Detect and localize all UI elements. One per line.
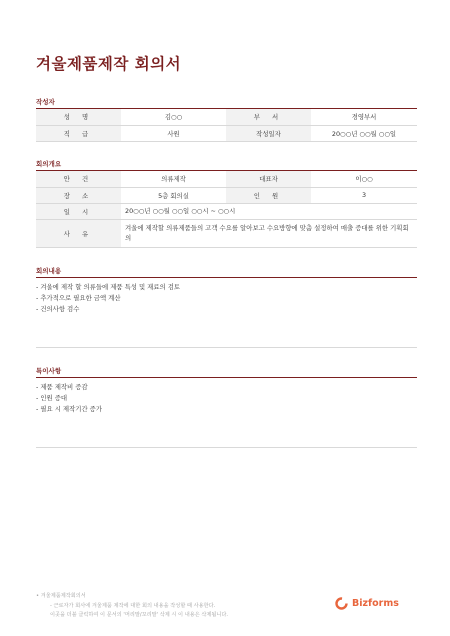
notes-list [36, 378, 417, 415]
reason-value: 겨울에 제작할 의류제품들의 고객 수요를 알아보고 수요방향에 맞춤 설정하여 매출 증대를 위한 기획회의 [121, 219, 417, 247]
attendees-label: 인 원 [226, 187, 311, 203]
list-item: - 제품 제작비 증감 [36, 383, 88, 391]
representative-label: 대표자 [226, 171, 311, 187]
document-title: 겨울제품제작 회의서 [36, 55, 182, 73]
representative-value: 이○○ [311, 171, 417, 187]
list-item: - 인원 증대 [36, 394, 68, 402]
place-label: 장 소 [36, 187, 121, 203]
notes-box [36, 378, 417, 448]
list-item: - 건의사항 검수 [36, 305, 80, 313]
content-list [36, 278, 417, 315]
brand-logo [335, 597, 399, 610]
department-label: 부 서 [226, 109, 311, 125]
topic-label: 안 건 [36, 171, 121, 187]
name-label: 성 명 [36, 109, 121, 125]
section-label-content: 회의내용 [36, 267, 62, 275]
footer-note [36, 592, 228, 621]
footer-line: 이곳을 더블 클릭하여 이 문서의 '머리말/꼬리말' 삭제 시 이 내용은 삭제됩니다. [50, 612, 229, 618]
list-item: - 추가적으로 필요한 금액 계산 [36, 294, 121, 302]
bizforms-logo-icon [335, 597, 348, 610]
topic-value: 의류제작 [121, 171, 226, 187]
rank-label: 직 급 [36, 125, 121, 141]
footer-line: • 겨울제품제작회의서 [36, 593, 86, 599]
table-row [36, 203, 417, 219]
table-row [36, 219, 417, 247]
section-label-overview: 회의개요 [36, 160, 62, 168]
datetime-value: 20○○년 ○○월 ○○일 ○○시 ~ ○○시 [121, 203, 417, 219]
attendees-value: 3 [311, 187, 417, 203]
name-value: 김○○ [121, 109, 226, 125]
footer-line: - 근로자가 회사에 겨울제품 제작에 대한 회의 내용을 작성할 때 사용한다. [50, 602, 216, 609]
date-written-label: 작성일자 [226, 125, 311, 141]
date-written-value: 20○○년 ○○월 ○○일 [311, 125, 417, 141]
table-row [36, 125, 417, 141]
department-value: 경영부서 [311, 109, 417, 125]
brand-name: Bizforms [352, 598, 399, 609]
reason-label: 사 유 [36, 219, 121, 247]
list-item: - 필요 시 제작기간 증가 [36, 405, 102, 413]
section-label-notes: 특이사항 [36, 367, 62, 375]
place-value: 5층 회의실 [121, 187, 226, 203]
content-box [36, 278, 417, 348]
author-table [36, 109, 417, 142]
rank-value: 사원 [121, 125, 226, 141]
section-label-author: 작성자 [36, 98, 55, 106]
table-row [36, 171, 417, 187]
table-row [36, 187, 417, 203]
overview-table [36, 171, 417, 248]
list-item: - 겨울에 제작 할 의류들에 제품 특성 및 재료의 검토 [36, 283, 181, 291]
table-row [36, 109, 417, 125]
datetime-label: 일 시 [36, 203, 121, 219]
